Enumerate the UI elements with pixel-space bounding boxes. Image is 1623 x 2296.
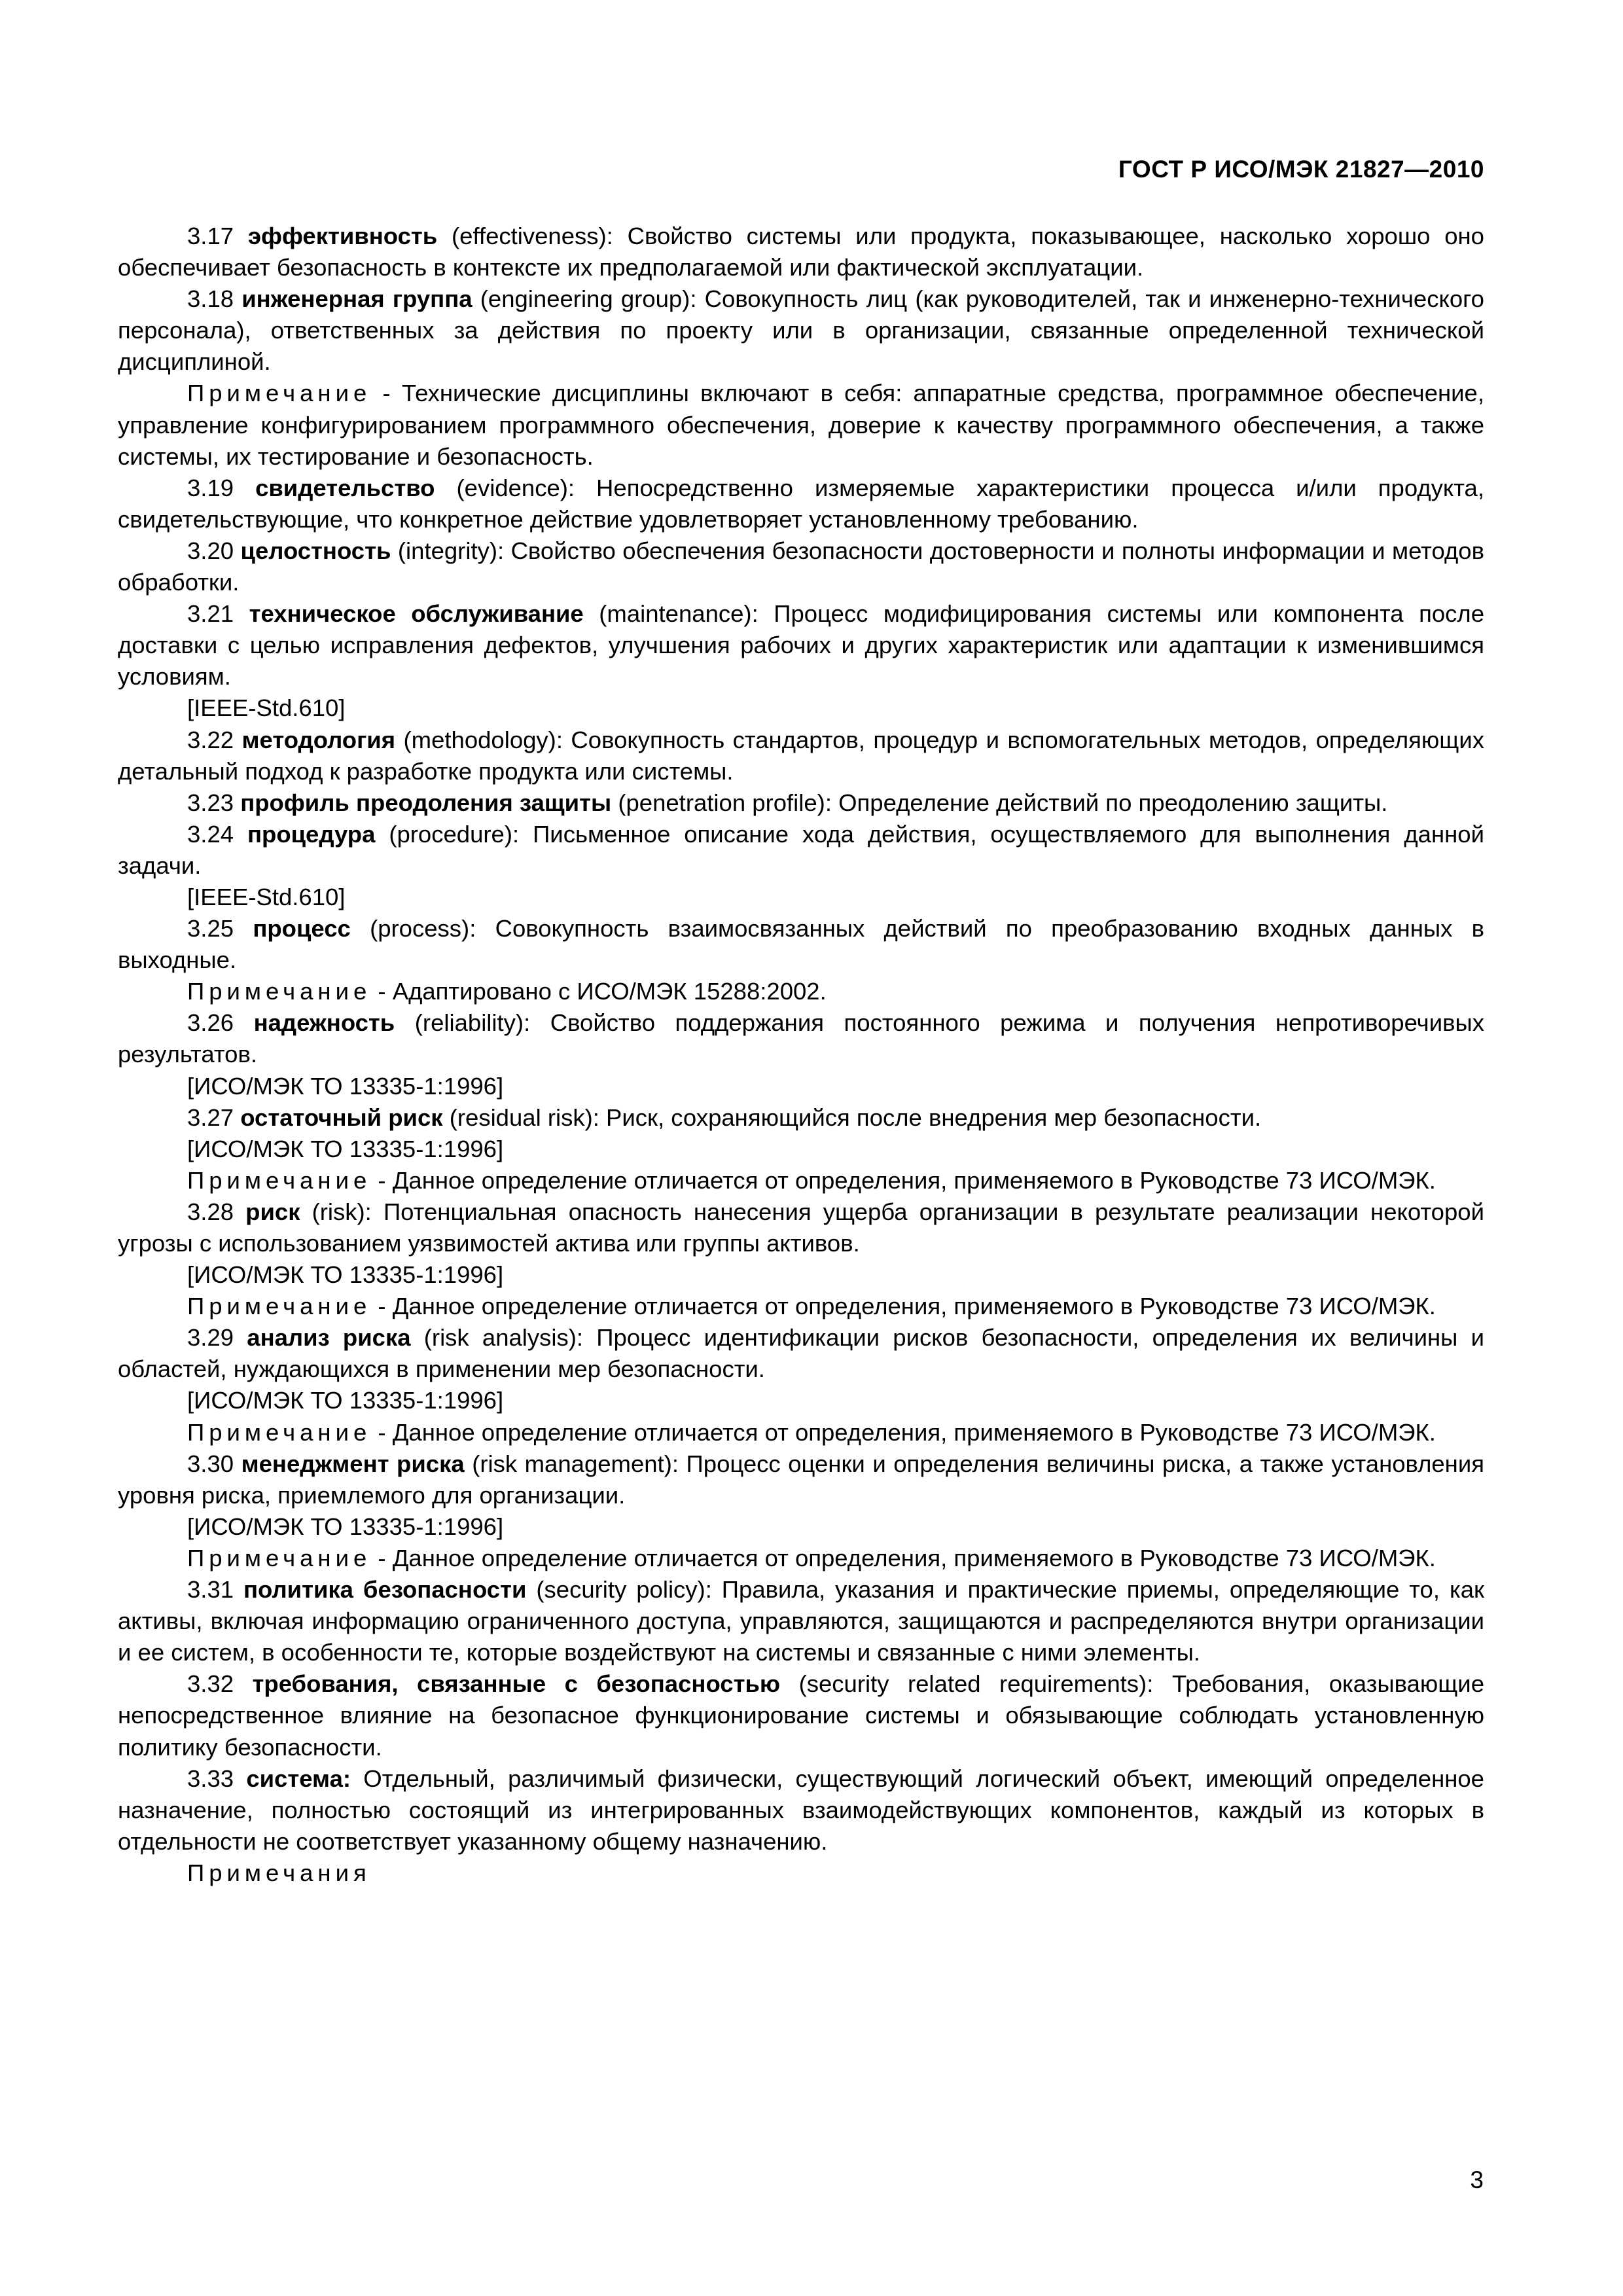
clause-number: 3.28 bbox=[187, 1198, 234, 1225]
clause-number: 3.18 bbox=[187, 285, 234, 313]
definition-paragraph bbox=[118, 819, 1484, 882]
document-code-header: ГОСТ Р ИСО/МЭК 21827—2010 bbox=[1118, 156, 1484, 183]
note-text: - Данное определение отличается от определения, применяемого в Руководстве 73 ИСО/МЭК. bbox=[378, 1418, 1436, 1446]
defined-term: требования, связанные с безопасностью bbox=[252, 1670, 781, 1698]
definition-paragraph bbox=[118, 725, 1484, 787]
definition-paragraph bbox=[118, 1763, 1484, 1857]
definition-text: (risk management): Процесс оценки и определения величины риска, а также установления уровня риска, приемлемого для организации. bbox=[118, 1450, 1484, 1509]
clause-number: 3.30 bbox=[187, 1450, 234, 1477]
defined-term: свидетельство bbox=[255, 474, 435, 501]
note-paragraph bbox=[118, 1543, 1484, 1574]
page-number: 3 bbox=[1470, 2166, 1484, 2193]
definition-text: Отдельный, различимый физически, существующий логический объект, имеющий определенное назначение, полностью состоящий из интегрированных взаимодействующих компонентов, каждый из которых в отдельности не соответствует указанному общему назначению. bbox=[118, 1765, 1484, 1855]
definition-paragraph bbox=[118, 1102, 1484, 1134]
definition-text: (reliability): Свойство поддержания постоянного режима и получения непротиворечивых результатов. bbox=[118, 1009, 1484, 1068]
definition-text: (penetration profile): Определение действий по преодолению защиты. bbox=[618, 789, 1388, 816]
definition-paragraph bbox=[118, 1196, 1484, 1259]
defined-term: надежность bbox=[253, 1009, 395, 1037]
reference-source: [ИСО/МЭК ТО 13335-1:1996] bbox=[187, 1135, 504, 1162]
document-body bbox=[118, 221, 1484, 1889]
reference-source: [IEEE-Std.610] bbox=[187, 694, 346, 722]
note-label: Примечание bbox=[187, 380, 372, 407]
definition-paragraph bbox=[118, 283, 1484, 378]
defined-term: система: bbox=[246, 1765, 351, 1792]
defined-term: менеджмент риска bbox=[241, 1450, 465, 1477]
note-label: Примечание bbox=[187, 1166, 372, 1194]
clause-number: 3.32 bbox=[187, 1670, 234, 1698]
clause-number: 3.24 bbox=[187, 820, 234, 848]
note-label: Примечание bbox=[187, 1544, 372, 1571]
clause-number: 3.27 bbox=[187, 1103, 234, 1131]
reference-source: [ИСО/МЭК ТО 13335-1:1996] bbox=[187, 1387, 504, 1414]
definition-paragraph bbox=[118, 1574, 1484, 1668]
definition-text: (security related requirements): Требования, оказывающие непосредственное влияние на безопасное функционирование системы и обязывающие соблюдать установленную политику безопасности. bbox=[118, 1670, 1484, 1761]
clause-number: 3.26 bbox=[187, 1009, 234, 1037]
definition-text: (risk): Потенциальная опасность нанесения ущерба организации в результате реализации некоторой угрозы с использованием уязвимостей актива или группы активов. bbox=[118, 1198, 1484, 1257]
definition-paragraph bbox=[118, 598, 1484, 692]
definition-paragraph bbox=[118, 1668, 1484, 1763]
defined-term: инженерная группа bbox=[241, 285, 473, 313]
note-text: - Адаптировано с ИСО/МЭК 15288:2002. bbox=[378, 978, 827, 1005]
note-text: - Данное определение отличается от определения, применяемого в Руководстве 73 ИСО/МЭК. bbox=[378, 1293, 1436, 1320]
reference-source: [ИСО/МЭК ТО 13335-1:1996] bbox=[187, 1072, 504, 1100]
clause-number: 3.25 bbox=[187, 915, 234, 942]
definition-text: (residual risk): Риск, сохраняющийся после внедрения мер безопасности. bbox=[449, 1103, 1262, 1131]
definition-paragraph bbox=[118, 221, 1484, 283]
definition-text: (integrity): Свойство обеспечения безопасности достоверности и полноты информации и методов обработки. bbox=[118, 537, 1484, 596]
definition-text: (methodology): Совокупность стандартов, процедур и вспомогательных методов, определяющих детальный подход к разработке продукта или системы. bbox=[118, 726, 1484, 785]
reference-source: [IEEE-Std.610] bbox=[187, 883, 346, 910]
definition-text: (risk analysis): Процесс идентификации рисков безопасности, определения их величины и областей, нуждающихся в применении мер безопасности. bbox=[118, 1324, 1485, 1383]
defined-term: остаточный риск bbox=[240, 1103, 443, 1131]
definition-text: (procedure): Письменное описание хода действия, осуществляемого для выполнения данной задачи. bbox=[118, 820, 1484, 879]
note-text: - Данное определение отличается от определения, применяемого в Руководстве 73 ИСО/МЭК. bbox=[378, 1166, 1436, 1194]
definition-text: (maintenance): Процесс модифицирования системы или компонента после доставки с целью исправления дефектов, улучшения рабочих и других характеристик или адаптации к изменившимся условиям. bbox=[118, 600, 1484, 691]
clause-number: 3.29 bbox=[187, 1324, 234, 1352]
defined-term: риск bbox=[245, 1198, 300, 1225]
definition-text: (engineering group): Совокупность лиц (как руководителей, так и инженерно-технического персонала), ответственных за действия по проекту или в организации, связанные определенной технической дисциплиной. bbox=[118, 285, 1484, 376]
clause-number: 3.31 bbox=[187, 1576, 234, 1604]
note-paragraph bbox=[118, 976, 1484, 1007]
definition-paragraph bbox=[118, 473, 1484, 535]
clause-number: 3.21 bbox=[187, 600, 234, 628]
definition-text: (evidence): Непосредственно измеряемые характеристики процесса и/или продукта, свидетельствующие, что конкретное действие удовлетворяет установленному требованию. bbox=[118, 474, 1484, 533]
clause-number: 3.17 bbox=[187, 223, 234, 249]
note-text: - Данное определение отличается от определения, применяемого в Руководстве 73 ИСО/МЭК. bbox=[378, 1544, 1436, 1571]
clause-number: 3.19 bbox=[187, 474, 234, 501]
defined-term: профиль преодоления защиты bbox=[240, 789, 612, 816]
clause-number: 3.33 bbox=[187, 1765, 234, 1792]
note-paragraph bbox=[118, 1291, 1484, 1322]
defined-term: политика безопасности bbox=[243, 1576, 527, 1604]
notes-heading bbox=[118, 1857, 1484, 1889]
defined-term: анализ риска bbox=[247, 1324, 411, 1352]
reference-source: [ИСО/МЭК ТО 13335-1:1996] bbox=[187, 1261, 504, 1289]
definition-paragraph bbox=[118, 1007, 1484, 1070]
reference-source: [ИСО/МЭК ТО 13335-1:1996] bbox=[187, 1513, 504, 1540]
definition-text: (effectiveness): Свойство системы или продукта, показывающее, насколько хорошо оно обеспечивает безопасность в контексте их предполагаемой или фактической эксплуатации. bbox=[118, 223, 1484, 281]
note-paragraph bbox=[118, 1165, 1484, 1196]
definition-paragraph bbox=[118, 1322, 1484, 1385]
clause-number: 3.22 bbox=[187, 726, 234, 753]
definition-text: (security policy): Правила, указания и практические приемы, определяющие то, как активы, включая информацию ограниченного доступа, управляются, защищаются и распределяются внутри организации и ее систем, в особенности те, которые воздействуют на системы и связанные с ними элементы. bbox=[118, 1576, 1484, 1666]
clause-number: 3.23 bbox=[187, 789, 234, 816]
definition-paragraph bbox=[118, 787, 1484, 819]
clause-number: 3.20 bbox=[187, 537, 234, 564]
defined-term: техническое обслуживание bbox=[249, 600, 584, 628]
note-label: Примечание bbox=[187, 1418, 372, 1446]
definition-paragraph bbox=[118, 913, 1484, 976]
defined-term: процедура bbox=[247, 820, 376, 848]
defined-term: методология bbox=[241, 726, 396, 753]
defined-term: процесс bbox=[253, 915, 351, 942]
note-paragraph bbox=[118, 1417, 1484, 1448]
note-paragraph bbox=[118, 378, 1484, 472]
notes-heading-label: Примечания bbox=[187, 1859, 371, 1886]
defined-term: целостность bbox=[240, 537, 391, 564]
note-label: Примечание bbox=[187, 978, 372, 1005]
definition-paragraph bbox=[118, 1448, 1484, 1511]
definition-text: (process): Совокупность взаимосвязанных действий по преобразованию входных данных в выходные. bbox=[118, 915, 1484, 974]
note-label: Примечание bbox=[187, 1293, 372, 1320]
defined-term: эффективность bbox=[247, 223, 438, 249]
note-text: - Технические дисциплины включают в себя: аппаратные средства, программное обеспечение, управление конфигурированием программного обеспечения, доверие к качеству программного обеспечения, а также системы, их тестирование и безопасность. bbox=[118, 380, 1484, 470]
definition-paragraph bbox=[118, 535, 1484, 598]
